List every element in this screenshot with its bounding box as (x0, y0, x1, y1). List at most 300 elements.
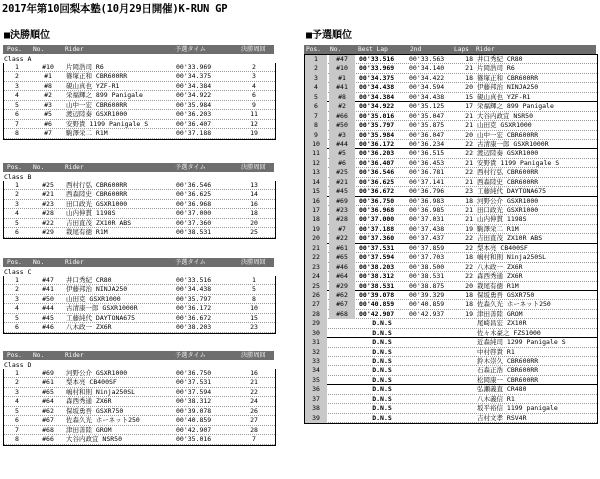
header-pos: Pos. (7, 259, 22, 266)
cell: 8 (15, 435, 19, 444)
cell: 00'42.907 (359, 309, 395, 318)
cell: 14 (305, 178, 327, 187)
cell: #65 (329, 253, 355, 262)
cell: 21 (465, 64, 473, 73)
cell: 吉村文孝 RSV4R (477, 413, 527, 422)
cell: 00'35.984 (176, 100, 212, 109)
cell: 10 (250, 304, 258, 313)
cell: 22 (305, 253, 327, 262)
cell: 15 (305, 187, 327, 196)
cell: #10 (42, 63, 54, 71)
cell: #50 (42, 294, 54, 303)
cell: 5 (305, 93, 327, 102)
cell: 八木政一 ZX6R (477, 262, 523, 271)
cell: 7 (305, 112, 327, 121)
cell: 27 (250, 416, 258, 425)
cell: 栄福輝之 899 Panigale (66, 91, 143, 100)
cell: 保坂勇吾 GSXR750 (66, 406, 124, 415)
cell: 28 (305, 310, 327, 319)
cell: 2 (15, 378, 19, 387)
cell: 22 (465, 234, 473, 243)
cell: 00'36.407 (359, 158, 395, 167)
cell: 20 (250, 218, 258, 227)
cell: 山中一宏 CBR600RR (477, 130, 539, 139)
cell: 井口秀紀 CR80 (66, 276, 112, 284)
cell: 00'34.140 (409, 64, 445, 73)
cell: 4 (15, 397, 19, 406)
cell: 2 (252, 63, 256, 71)
cell: 1 (15, 276, 19, 284)
class-label: Class C (4, 267, 32, 276)
cell: 尾崎昌宏 ZX10R (477, 319, 527, 328)
table-row (305, 64, 597, 73)
table-row (305, 366, 597, 375)
table-row (4, 129, 275, 138)
table-row (305, 74, 597, 83)
cell: 山中一宏 CBR600RR (66, 100, 128, 109)
cell: #28 (329, 215, 355, 224)
page-title: 2017年第10回梨本塾(10月29日開催)K-RUN GP (2, 3, 228, 15)
finals-table-header (3, 258, 274, 267)
table-row (4, 426, 275, 435)
cell: 6 (305, 102, 327, 111)
cell: 33 (305, 357, 327, 366)
cell: 00'34.375 (176, 72, 212, 81)
cell: 11 (305, 149, 327, 158)
cell: 田口政光 GSXR1000 (477, 206, 539, 214)
cell: #44 (42, 304, 54, 313)
table-row (305, 300, 597, 309)
cell: 00'35.016 (359, 111, 395, 120)
cell: 22 (250, 387, 258, 396)
cell: 21 (465, 158, 473, 167)
header-no: No. (330, 46, 342, 53)
cell: 00'36.515 (409, 149, 445, 158)
cell: 00'34.384 (359, 92, 395, 101)
table-row (305, 206, 597, 215)
cell: 00'37.000 (359, 215, 395, 224)
cell: 19 (250, 129, 258, 138)
table-row (305, 121, 597, 130)
cell: 34 (305, 366, 327, 375)
cell: 00'36.546 (176, 181, 212, 189)
cell: #61 (42, 378, 54, 387)
cell: 00'37.531 (359, 243, 395, 252)
class-label: Class B (4, 172, 32, 181)
cell: 00'38.531 (176, 228, 212, 237)
header-pos: Pos. (7, 164, 22, 171)
cell: #8 (329, 93, 355, 102)
cell: 吉田直茂 ZX10R ABS (66, 218, 132, 227)
cell: 18 (465, 290, 473, 299)
cell: 伊藤邦治 NINJA250 (477, 83, 539, 92)
cell: #69 (329, 197, 355, 206)
cell: 13 (250, 181, 258, 189)
finals-table-header (3, 45, 274, 54)
qualifying-table (304, 54, 598, 424)
cell: #68 (42, 425, 54, 434)
cell: 00'33.516 (359, 55, 395, 63)
cell: 00'36.672 (359, 187, 395, 196)
cell: 田口政光 GSXR1000 (66, 199, 128, 208)
cell: 栽尾有徳 R1M (477, 281, 519, 290)
qualifying-table-header (304, 45, 596, 54)
header-time: 予選タイム (175, 259, 206, 266)
cell: 山田克 GSXR1000 (477, 121, 532, 130)
cell: 00'36.172 (176, 304, 212, 313)
cell: 00'36.750 (359, 196, 395, 205)
cell: 安野貴 1199 Panigale S (477, 158, 560, 167)
cell: 3 (15, 199, 19, 208)
table-row (4, 276, 275, 285)
table-row (4, 63, 275, 72)
cell: 15 (250, 313, 258, 322)
cell: D.N.S (372, 404, 392, 413)
cell: #2 (44, 91, 52, 100)
cell: #1 (44, 72, 52, 81)
cell: 29 (305, 319, 327, 328)
table-row (305, 310, 597, 319)
table-row (4, 388, 275, 397)
finals-table (3, 276, 276, 334)
cell: 00'36.672 (176, 313, 212, 322)
cell: 00'37.594 (359, 253, 395, 262)
cell: D.N.S (372, 347, 392, 356)
cell: 00'34.438 (176, 285, 212, 294)
cell: 00'36.546 (359, 168, 395, 177)
cell: 山田克 GSXR1000 (66, 294, 121, 303)
cell: #25 (329, 168, 355, 177)
cell: #47 (42, 276, 54, 284)
cell: 17 (465, 102, 473, 111)
table-row (4, 416, 275, 425)
cell: 2 (305, 64, 327, 73)
cell: 井口秀紀 CR80 (477, 55, 523, 63)
cell: 8 (252, 294, 256, 303)
cell: #1 (329, 74, 355, 83)
cell: 14 (250, 190, 258, 199)
cell: D.N.S (372, 338, 392, 347)
cell: 3 (252, 72, 256, 81)
table-row (4, 397, 275, 406)
header-rider: Rider (65, 352, 84, 359)
cell: 八木政一 ZX6R (66, 323, 112, 332)
cell: #45 (329, 187, 355, 196)
cell: #21 (42, 190, 54, 199)
cell: 00'38.203 (176, 323, 212, 332)
table-row (4, 304, 275, 313)
header-second: 2nd (410, 46, 422, 53)
cell: 5 (15, 406, 19, 415)
cell: 28 (250, 425, 258, 434)
cell: 36 (305, 385, 327, 394)
table-row (4, 101, 275, 110)
cell: 00'36.047 (409, 130, 445, 139)
cell: 20 (465, 83, 473, 92)
cell: 38 (305, 404, 327, 413)
cell: 13 (305, 168, 327, 177)
cell: 00'36.968 (176, 199, 212, 208)
header-time: 予選タイム (175, 46, 206, 53)
table-row (4, 219, 275, 228)
cell: 16 (250, 369, 258, 377)
header-lap: 決勝周回 (241, 352, 266, 359)
table-row (4, 314, 275, 323)
cell: 硯山真也 YZF-R1 (66, 81, 120, 90)
cell: 西村行弘 CBR600RR (66, 181, 128, 189)
cell: 00'34.922 (359, 102, 395, 111)
cell: 19 (465, 224, 473, 233)
cell: #5 (329, 149, 355, 158)
table-row (305, 253, 597, 262)
cell: 00'34.375 (359, 73, 395, 82)
cell: 19 (465, 309, 473, 318)
cell: 9 (305, 131, 327, 140)
cell: 00'38.500 (409, 262, 445, 271)
cell: 00'35.984 (359, 130, 395, 139)
cell: #28 (42, 209, 54, 218)
finals-table-header (3, 351, 274, 360)
cell: #62 (329, 291, 355, 300)
cell: 篠塚正和 CBR600RR (477, 73, 539, 82)
table-row (4, 378, 275, 387)
cell: 23 (465, 187, 473, 196)
cell: 23 (305, 263, 327, 272)
cell: 駒澤栄二 R1M (477, 224, 519, 233)
cell: 河野公介 GSXR1000 (477, 196, 539, 205)
cell: D.N.S (372, 385, 392, 394)
cell: 00'39.078 (176, 406, 212, 415)
cell: 石森正浩 CBR600RR (477, 366, 539, 375)
cell: 3 (15, 81, 19, 90)
cell: 00'37.031 (409, 215, 445, 224)
cell: 27 (305, 300, 327, 309)
cell: #69 (42, 369, 54, 377)
cell: 00'35.797 (359, 121, 395, 130)
cell: 1 (15, 181, 19, 189)
table-row (305, 338, 597, 347)
cell: 00'33.563 (409, 55, 445, 63)
cell: #7 (329, 225, 355, 234)
cell: #22 (329, 234, 355, 243)
header-lap: 決勝周回 (241, 259, 266, 266)
table-row (305, 83, 597, 92)
cell: #25 (42, 181, 54, 189)
cell: 00'36.750 (176, 369, 212, 377)
cell: 6 (252, 91, 256, 100)
table-row (4, 285, 275, 294)
header-rider: Rider (65, 46, 84, 53)
table-row (305, 178, 597, 187)
cell: 00'36.968 (359, 206, 395, 214)
cell: 2 (15, 72, 19, 81)
cell: 保坂勇吾 GSXR750 (477, 290, 535, 299)
cell: 00'37.859 (409, 243, 445, 252)
cell: 4 (252, 81, 256, 90)
cell: 3 (15, 387, 19, 396)
table-row (4, 72, 275, 81)
table-row (4, 91, 275, 100)
cell: 00'36.625 (359, 177, 395, 186)
cell: 00'36.203 (359, 149, 395, 158)
table-row (305, 348, 597, 357)
cell: 00'37.188 (176, 129, 212, 138)
cell: 00'37.703 (409, 253, 445, 262)
table-row (305, 187, 597, 196)
cell: #66 (329, 112, 355, 121)
cell: 22 (465, 139, 473, 148)
cell: 弘瀬義直 CR480 (477, 385, 527, 394)
class-label: Class D (4, 360, 32, 369)
cell: 18 (305, 215, 327, 224)
cell: 16 (305, 197, 327, 206)
cell: #29 (329, 282, 355, 291)
cell: 00'34.422 (409, 73, 445, 82)
cell: 梨本亮 CB400SF (477, 243, 528, 252)
finals-table (3, 181, 276, 239)
cell: 00'36.234 (409, 139, 445, 148)
cell: #7 (44, 129, 52, 138)
cell: 00'38.531 (359, 281, 395, 290)
header-no: No. (33, 352, 45, 359)
cell: 18 (465, 196, 473, 205)
cell: #6 (44, 119, 52, 128)
cell: 近森純司 1299 Panigale S (477, 338, 566, 347)
cell: 栽尾有徳 R1M (66, 228, 108, 237)
table-row (305, 385, 597, 394)
cell: 39 (305, 414, 327, 423)
cell: 嶋村和則 Ninja250SL (66, 387, 136, 396)
table-row (305, 102, 597, 111)
cell: 6 (15, 228, 19, 237)
cell: 西森陸史 CBR600RR (66, 190, 128, 199)
table-row (305, 168, 597, 177)
cell: D.N.S (372, 413, 392, 422)
table-row (305, 282, 597, 291)
cell: 西森陸史 CBR600RR (477, 177, 539, 186)
cell: 22 (465, 243, 473, 252)
table-row (4, 190, 275, 199)
cell: 渡辺陸奏 GSXR1000 (477, 149, 539, 158)
table-row (305, 159, 597, 168)
cell: 00'33.516 (176, 276, 212, 284)
cell: 00'36.625 (176, 190, 212, 199)
cell: 篠塚正和 CBR600RR (66, 72, 128, 81)
cell: 00'34.384 (176, 81, 212, 90)
table-row (305, 131, 597, 140)
header-time: 予選タイム (175, 164, 206, 171)
header-rider: Rider (65, 164, 84, 171)
cell: 00'36.172 (359, 139, 395, 148)
cell: 00'35.797 (176, 294, 212, 303)
cell: 5 (15, 100, 19, 109)
cell: 00'37.594 (176, 387, 212, 396)
cell: 00'36.983 (409, 196, 445, 205)
cell: #3 (44, 100, 52, 109)
cell: 00'38.875 (409, 281, 445, 290)
cell: 森西秀通 ZX6R (477, 272, 523, 281)
cell: #47 (329, 55, 355, 64)
finals-table (3, 63, 276, 140)
table-row (305, 291, 597, 300)
cell: 26 (250, 406, 258, 415)
cell: #29 (42, 228, 54, 237)
table-row (4, 228, 275, 237)
table-row (4, 369, 275, 378)
cell: #8 (44, 81, 52, 90)
cell: 佐森久光 ホーネット250 (477, 300, 551, 309)
cell: 西村行弘 CBR600RR (477, 168, 539, 177)
cell: 26 (305, 291, 327, 300)
cell: 硯山真也 YZF-R1 (477, 92, 531, 101)
cell: #46 (42, 323, 54, 332)
cell: 7 (252, 435, 256, 444)
cell: 00'42.907 (176, 425, 212, 434)
cell: #6 (329, 159, 355, 168)
cell: 山内伸貫 1198S (66, 209, 116, 218)
header-laps: Laps (454, 46, 469, 53)
cell: 片岡浩司 R6 (66, 63, 104, 71)
table-row (305, 140, 597, 149)
cell: 伊藤邦治 NINJA250 (66, 285, 128, 294)
cell: D.N.S (372, 328, 392, 337)
table-row (305, 414, 597, 423)
cell: 5 (252, 285, 256, 294)
cell: 00'39.078 (359, 290, 395, 299)
cell: 22 (465, 272, 473, 281)
cell: 嶋村和則 Ninja250SL (477, 253, 547, 262)
cell: 6 (15, 110, 19, 119)
cell: 00'34.922 (176, 91, 212, 100)
cell: 21 (465, 177, 473, 186)
table-row (305, 55, 597, 64)
cell: 1 (15, 63, 19, 71)
cell: D.N.S (372, 319, 392, 328)
cell: 古清康一郎 GSXR1000R (477, 139, 549, 148)
table-row (305, 376, 597, 385)
cell: #41 (329, 83, 355, 92)
cell: 21 (465, 111, 473, 120)
cell: 00'37.141 (409, 177, 445, 186)
cell: 00'40.859 (409, 300, 445, 309)
cell: 6 (15, 323, 19, 332)
table-row (305, 357, 597, 366)
cell: 20 (465, 281, 473, 290)
table-row (305, 404, 597, 413)
cell: 00'38.203 (359, 262, 395, 271)
cell: 16 (250, 199, 258, 208)
cell: 8 (305, 121, 327, 130)
table-row (305, 263, 597, 272)
cell: #41 (42, 285, 54, 294)
cell: #64 (329, 272, 355, 281)
cell: 12 (250, 119, 258, 128)
header-time: 予選タイム (175, 352, 206, 359)
cell: 河野公介 GSXR1000 (66, 369, 128, 377)
cell: 21 (305, 244, 327, 253)
cell: 00'37.531 (176, 378, 212, 387)
cell: D.N.S (372, 375, 392, 384)
header-rider: Rider (476, 46, 495, 53)
cell: 18 (250, 209, 258, 218)
cell: 8 (15, 129, 19, 138)
table-row (4, 200, 275, 209)
cell: 30 (305, 329, 327, 338)
cell: 吉田直茂 ZX10R ABS (477, 234, 543, 243)
cell: D.N.S (372, 366, 392, 375)
cell: 11 (250, 110, 258, 119)
cell: 津田善陸 GROM (477, 309, 523, 318)
